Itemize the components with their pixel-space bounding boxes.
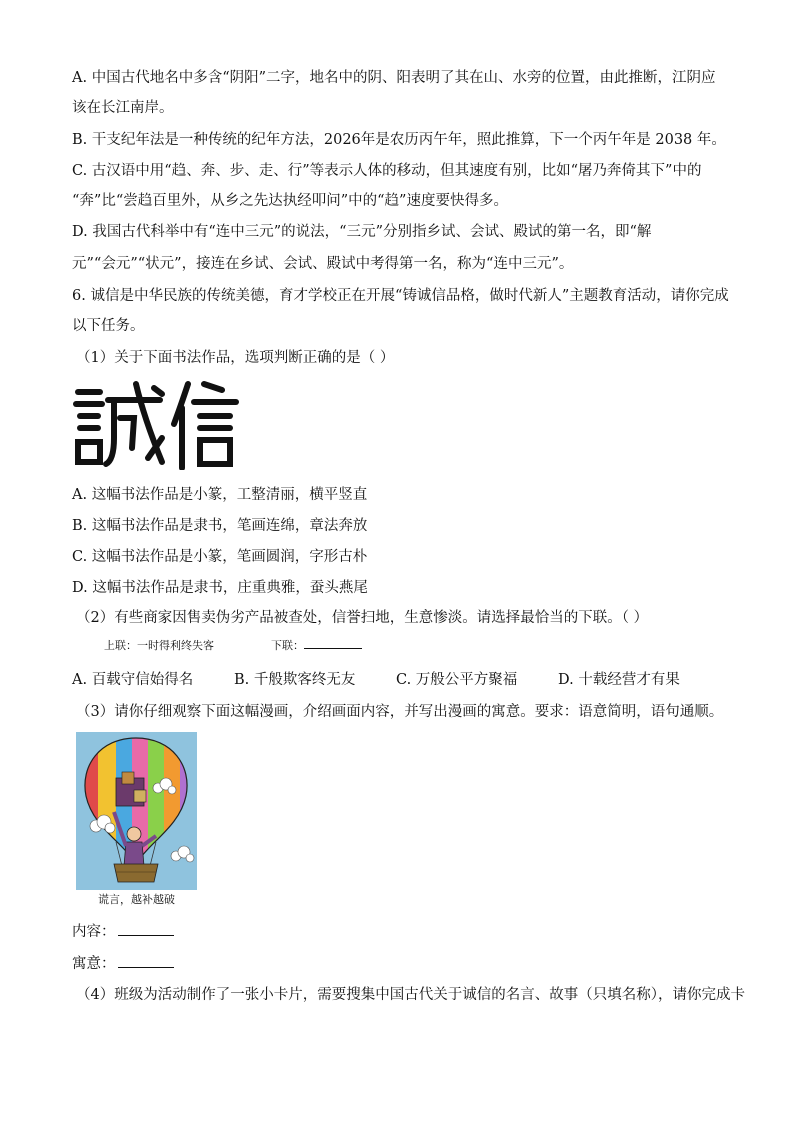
- question-6-3-stem: （3）请你仔细观察下面这幅漫画，介绍画面内容，并写出漫画的寓意。要求：语意简明，语句通顺。: [76, 704, 724, 720]
- meaning-blank[interactable]: [118, 953, 174, 968]
- option-5c-line2: “奔”比“尝趋百里外，从乡之先达执经叩问”中的“趋”速度要快得多。: [72, 193, 508, 209]
- meaning-answer: [72, 953, 174, 974]
- couplet-line: [104, 638, 362, 654]
- option-6-2-b: B. 千般欺客终无友: [234, 672, 356, 688]
- question-6-4-stem: （4）班级为活动制作了一张小卡片，需要搜集中国古代关于诚信的名言、故事（只填名称），请你完成卡: [76, 987, 745, 1003]
- option-6-2-a: A. 百载守信始得名: [72, 672, 194, 688]
- lower-couplet-label: 下联：: [271, 639, 304, 652]
- option-6-1-b: B. 这幅书法作品是隶书，笔画连绵，章法奔放: [72, 518, 368, 534]
- lower-couplet-blank[interactable]: [304, 648, 362, 649]
- option-6-1-a: A. 这幅书法作品是小篆，工整清丽，横平竖直: [72, 487, 368, 503]
- option-5a-line2: 该在长江南岸。: [72, 100, 174, 116]
- option-6-2-c: C. 万般公平方聚福: [396, 672, 518, 688]
- cartoon-image: [76, 732, 197, 890]
- option-5c-line1: C. 古汉语中用“趋、奔、步、走、行”等表示人体的移动，但其速度有别，比如“屠乃奔倚其下”中的: [72, 163, 702, 179]
- option-6-1-d: D. 这幅书法作品是隶书，庄重典雅，蚕头燕尾: [72, 580, 368, 596]
- question-6-line2: 以下任务。: [72, 318, 145, 334]
- question-6-line1: 6. 诚信是中华民族的传统美德，育才学校正在开展“铸诚信品格，做时代新人”主题教育活动，请你完成: [72, 288, 729, 304]
- question-6-1-stem: （1）关于下面书法作品，选项判断正确的是（ ）: [76, 350, 395, 366]
- option-5a-line1: A. 中国古代地名中多含“阴阳”二字，地名中的阴、阳表明了其在山、水旁的位置，由此推断，江阴应: [72, 70, 716, 86]
- cartoon-caption: 谎言，越补越破: [98, 893, 175, 906]
- question-6-2-stem: （2）有些商家因售卖伪劣产品被查处，信誉扫地，生意惨淡。请选择最恰当的下联。（ ）: [76, 610, 649, 626]
- option-6-1-c: C. 这幅书法作品是小篆，笔画圆润，字形古朴: [72, 549, 368, 565]
- calligraphy-image: [70, 378, 240, 470]
- content-blank[interactable]: [118, 921, 174, 936]
- option-5b: B. 干支纪年法是一种传统的纪年方法，2026年是农历丙午年，照此推算，下一个丙午年是 2038 年。: [72, 132, 726, 148]
- content-answer: [72, 921, 174, 942]
- option-5d-line1: D. 我国古代科举中有“连中三元”的说法，“三元”分别指乡试、会试、殿试的第一名，即“解: [72, 224, 652, 240]
- meaning-label: 寓意：: [72, 956, 116, 972]
- option-6-2-d: D. 十载经营才有果: [558, 672, 680, 688]
- upper-couplet: 上联：一时得利终失客: [104, 639, 214, 652]
- content-label: 内容：: [72, 924, 116, 940]
- option-5d-line2: 元”“会元”“状元”，接连在乡试、会试、殿试中考得第一名，称为“连中三元”。: [72, 256, 574, 272]
